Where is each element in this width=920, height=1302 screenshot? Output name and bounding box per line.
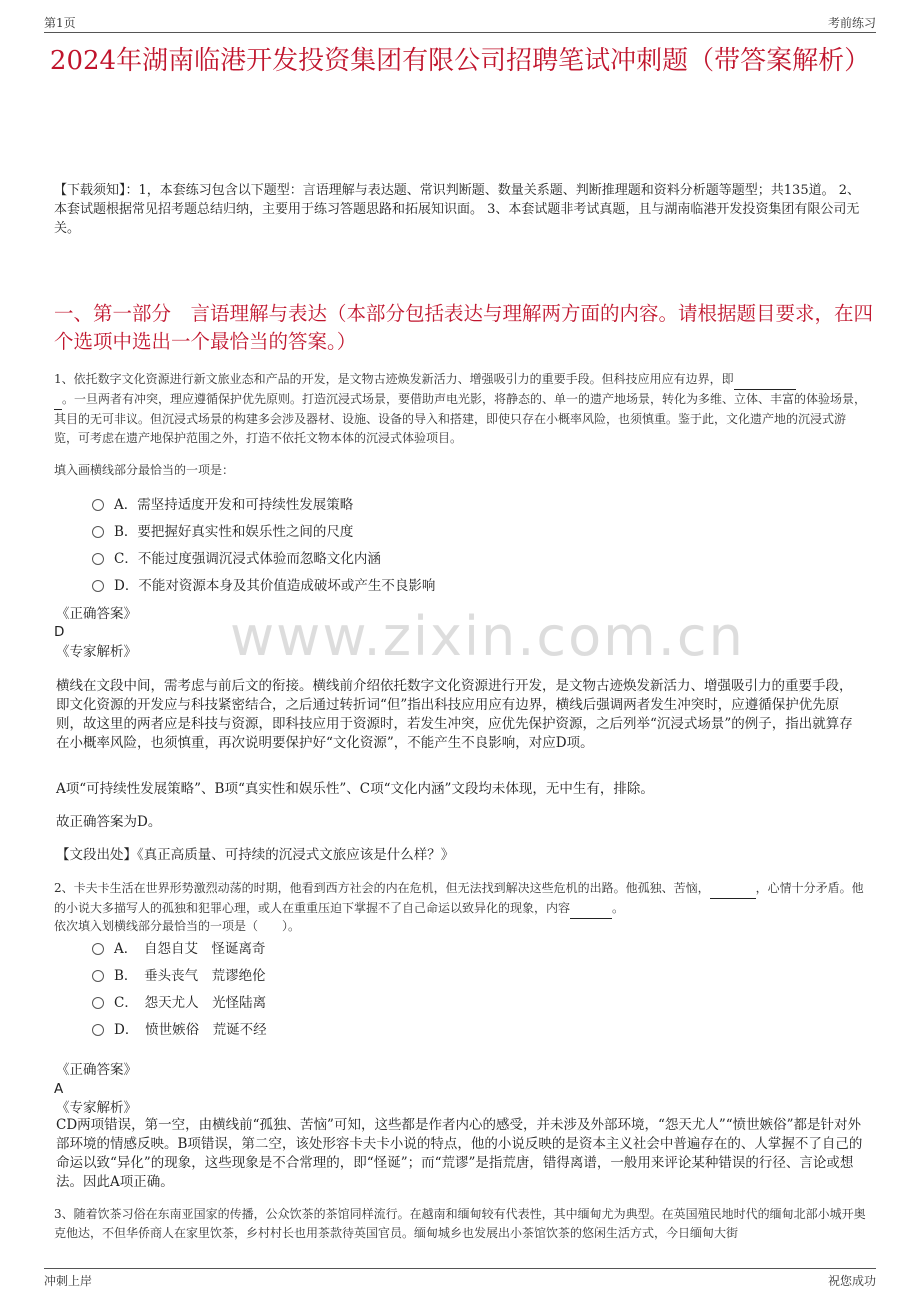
correct-answer: A bbox=[54, 1081, 64, 1097]
question-2-option-b[interactable] bbox=[92, 966, 852, 986]
question-2-stem-part-1: 2、卡夫卡生活在世界形势激烈动荡的时期，他看到西方社会的内在危机，但无法找到解决这些危机的出路。他孤独、苦恼， bbox=[54, 881, 710, 895]
notice-text: 1，本套练习包含以下题型：言语理解与表达题、常识判断题、数量关系题、判断推理题和资料分析题等题型；共135道。 2、本套试题根据常见招考题总结归纳，主要用于练习答题思路和拓展知识面。 3、本套试题非考试真题，且与湖南临港开发投资集团有限公司无关。 bbox=[54, 183, 861, 236]
radio-button[interactable] bbox=[92, 1024, 104, 1036]
question-1-prompt: 填入画横线部分最恰当的一项是： bbox=[54, 463, 235, 477]
radio-button[interactable] bbox=[92, 553, 104, 565]
notice-label: 【下载须知】： bbox=[54, 183, 139, 198]
answer-label: 《正确答案》 bbox=[56, 1062, 137, 1078]
option-label: C．不能过度强调沉浸式体验而忽略文化内涵 bbox=[114, 551, 381, 567]
option-label: A．需坚持适度开发和可持续性发展策略 bbox=[114, 497, 354, 513]
question-2-option-a[interactable] bbox=[92, 939, 852, 959]
question-1-conclusion: 故正确答案为D。 bbox=[56, 814, 162, 830]
answer-label: 《正确答案》 bbox=[56, 606, 137, 622]
analysis-label: 《专家解析》 bbox=[56, 1100, 137, 1116]
page-title: 2024年湖南临港开发投资集团有限公司招聘笔试冲刺题（带答案解析） bbox=[49, 46, 871, 76]
radio-button[interactable] bbox=[92, 970, 104, 982]
page-number: 第1页 bbox=[44, 16, 76, 30]
question-2-option-d[interactable] bbox=[92, 1020, 852, 1040]
question-1-analysis: 横线在文段中间，需考虑与前后文的衔接。横线前介绍依托数字文化资源进行开发，是文物古迹焕发新活力、增强吸引力的重要手段，即文化资源的开发应与科技紧密结合，之后通过转折词“但”指出科技应用应有边界，横线后强调两者发生冲突时，应遵循保护优先原则，故这里的两者应是科技与资源，即科技应用于资源时，若发生冲突，应优先保护资源，之后列举“沉浸式场景”的例子，指出就算存在小概率风险，也须慎重，再次说明要保护好“文化资源”，不能产生不良影响，对应D项。 bbox=[56, 678, 853, 751]
question-1-blank bbox=[734, 370, 796, 390]
question-1-option-c[interactable] bbox=[92, 549, 852, 569]
option-label: A． 自怨自艾 怪诞离奇 bbox=[114, 941, 266, 957]
question-1-elimination: A项“可持续性发展策略”、B项“真实性和娱乐性”、C项“文化内涵”文段均未体现，无中生有，排除。 bbox=[56, 781, 654, 797]
analysis-label: 《专家解析》 bbox=[56, 644, 137, 660]
option-label: D． 愤世嫉俗 荒诞不经 bbox=[114, 1022, 267, 1038]
footer-left-label: 冲刺上岸 bbox=[44, 1274, 93, 1288]
section-heading: 一、第一部分 言语理解与表达（本部分包括表达与理解两方面的内容。请根据题目要求，在四个选项中选出一个最恰当的答案。） bbox=[54, 302, 874, 353]
question-2-prompt: 依次填入划横线部分最恰当的一项是（ ）。 bbox=[54, 919, 301, 933]
question-2-stem-part-3: 。 bbox=[612, 901, 625, 915]
question-1-stem-part-1: 1、依托数字文化资源进行新文旅业态和产品的开发，是文物古迹焕发新活力、增强吸引力的重要手段。但科技应用应有边界，即 bbox=[54, 372, 734, 386]
question-1-option-a[interactable] bbox=[92, 495, 852, 515]
option-label: B．要把握好真实性和娱乐性之间的尺度 bbox=[114, 524, 354, 540]
option-label: D．不能对资源本身及其价值造成破坏或产生不良影响 bbox=[114, 578, 436, 594]
question-3-stem: 3、随着饮茶习俗在东南亚国家的传播，公众饮茶的茶馆同样流行。在越南和缅甸较有代表性，其中缅甸尤为典型。在英国殖民地时代的缅甸北部小城开奥克他达，不但华侨商人在家里饮茶，乡村村长也用茶款待英国官员。缅甸城乡也发展出小茶馆饮茶的悠闲生活方式，今日缅甸大街 bbox=[54, 1207, 866, 1240]
footer-right-label: 祝您成功 bbox=[827, 1274, 876, 1288]
radio-button[interactable] bbox=[92, 997, 104, 1009]
question-2-stem bbox=[54, 879, 868, 919]
radio-button[interactable] bbox=[92, 943, 104, 955]
watermark: www.zixin.com.cn bbox=[230, 605, 745, 668]
radio-button[interactable] bbox=[92, 526, 104, 538]
header-right-label: 考前练习 bbox=[827, 16, 876, 30]
question-2-analysis: CD两项错误，第一空，由横线前“孤独、苦恼”可知，这些都是作者内心的感受，并未涉及外部环境，“怨天尤人”“愤世嫉俗”都是针对外部环境的情感反映。B项错误，第二空，该处形容卡夫卡小说的特点，他的小说反映的是资本主义社会中普遍存在的、人掌握不了自己的命运以致“异化”的现象，这些现象是不合常理的，即“怪诞”；而“荒谬”是指荒唐，错得离谱，一般用来评论某种错误的行径、言论或想法。因此A项正确。 bbox=[56, 1117, 863, 1190]
radio-button[interactable] bbox=[92, 580, 104, 592]
question-2-blank-2 bbox=[570, 899, 612, 919]
question-2-option-c[interactable] bbox=[92, 993, 852, 1013]
question-2-blank-1 bbox=[710, 879, 756, 899]
question-1-option-b[interactable] bbox=[92, 522, 852, 542]
question-1-stem bbox=[54, 370, 868, 448]
question-2-stem-part-2: ，心情十分矛盾。他的小说大多描写人的孤独和犯罪心理，或人在重重压迫下掌握不了自己命运以致异化的现象，内容 bbox=[54, 881, 864, 915]
download-notice bbox=[54, 181, 868, 238]
option-label: C． 怨天尤人 光怪陆离 bbox=[114, 995, 267, 1011]
question-1-source: 【文段出处】《真正高质量、可持续的沉浸式文旅应该是什么样？》 bbox=[56, 847, 455, 863]
question-1-stem-part-2: 。一旦两者有冲突，理应遵循保护优先原则。打造沉浸式场景，要借助声电光影，将静态的、单一的遗产地场景，转化为多维、立体、丰富的体验场景，其目的无可非议。但沉浸式场景的构建多会涉及器材、设施、设备的导入和搭建，即使只存在小概率风险，也须慎重。鉴于此，文化遗产地的沉浸式游览，可考虑在遗产地保护范围之外，打造不依托文物本体的沉浸式体验项目。 bbox=[54, 392, 867, 445]
question-1-blank-cont bbox=[54, 390, 62, 410]
footer-rule bbox=[44, 1268, 876, 1269]
question-1-option-d[interactable] bbox=[92, 576, 852, 596]
radio-button[interactable] bbox=[92, 499, 104, 511]
correct-answer: D bbox=[54, 624, 65, 640]
header-rule bbox=[44, 32, 876, 33]
option-label: B． 垂头丧气 荒谬绝伦 bbox=[114, 968, 266, 984]
